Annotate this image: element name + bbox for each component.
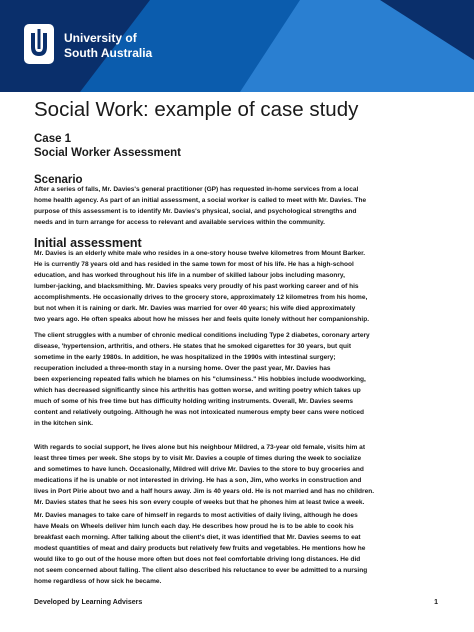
text-line: medications if he is unable or not interested in driving. He has a son, Jim, who works in construction and	[34, 477, 362, 484]
text-line: have Meals on Wheels deliver him lunch each day. He describes how proud he is to be able to cook his	[34, 523, 354, 530]
initial-paragraph-4	[34, 510, 444, 587]
page-footer	[34, 597, 438, 609]
text-line: would like to go out of the house more often but does not feel comfortable driving long distances. He did	[34, 556, 361, 563]
text-line: With regards to social support, he lives alone but his neighbour Mildred, a 73-year old female, visits him at	[34, 444, 365, 451]
text-line: Mr. Davies manages to take care of himself in regards to most activities of daily living, although he does	[34, 512, 358, 519]
text-line: and sometimes to have lunch. Occasionally, Mildred will drive Mr. Davies to the store to buy groceries and	[34, 466, 364, 473]
text-line: not seem concerned about falling. The client also described his reluctance to ever be admitted to a nursing	[34, 567, 368, 574]
text-line: needs and in turn arrange for access to relevant and available services within the community.	[34, 219, 325, 226]
scenario-heading: Scenario	[34, 174, 83, 186]
university-name-line2: South Australia	[64, 46, 153, 60]
text-line: two years ago. He often speaks about how he misses her and feels quite lonely without her companionship.	[34, 316, 370, 323]
text-line: After a series of falls, Mr. Davies's general practitioner (GP) has requested in-home services from a local	[34, 186, 359, 193]
footer-credit: Developed by Learning Advisers	[34, 599, 143, 606]
case-subtitle: Social Worker Assessment	[34, 147, 182, 159]
text-line: but not when it is raining or dark. Mr. Davies was married for over 40 years; his wife died approximately	[34, 305, 356, 312]
text-line: which has decreased significantly since his arthritis has gotten worse, and writing poetry which takes up	[34, 387, 361, 394]
text-line: Mr. Davies is an elderly white male who resides in a one-story house twelve kilometres from Mount Barker.	[34, 250, 366, 257]
text-line: least three times per week. She stops by to visit Mr. Davies a couple of times during the week to socialize	[34, 455, 362, 462]
text-line: purpose of this assessment is to identify Mr. Davies's physical, social, and psychological strengths and	[34, 208, 357, 215]
case-heading	[34, 132, 181, 160]
text-line: breakfast each morning. After talking about the client's diet, it was identified that Mr. Davies seems to eat	[34, 534, 361, 541]
text-line: accomplishments. He occasionally drives to the grocery store, approximately 12 kilometres from his home,	[34, 294, 368, 301]
text-line: Mr. Davies states that he sees his son every couple of weeks but that he phones him at least twice a week.	[34, 499, 365, 506]
text-line: modest quantities of meat and dairy products but relatively few fruits and vegetables. He mentions how he	[34, 545, 366, 552]
university-logo-icon	[24, 24, 54, 64]
text-line: The client struggles with a number of chronic medical conditions including Type 2 diabetes, coronary artery	[34, 332, 370, 339]
header-banner	[0, 0, 474, 92]
text-line: in the kitchen sink.	[34, 420, 93, 427]
page-title: Social Work: example of case study	[34, 98, 359, 121]
university-name	[64, 31, 152, 61]
text-line: disease, 'hypertension, arthritis, and others. He states that he smoked cigarettes for 30 years, but quit	[34, 343, 351, 350]
initial-paragraph-2	[34, 330, 444, 429]
page-number: 1	[434, 599, 438, 606]
text-line: education, and has worked throughout his life in a number of skilled labour jobs including masonry,	[34, 272, 345, 279]
case-number: Case 1	[34, 133, 72, 145]
initial-assessment-heading: Initial assessment	[34, 236, 142, 250]
text-line: home regardless of how sick he became.	[34, 578, 162, 585]
scenario-paragraph	[34, 184, 444, 228]
text-line: recuperation included a three-month stay in a nursing home. Over the past year, Mr. Davies has	[34, 365, 331, 372]
text-line: lives in Port Pirie about two and a half hours away. Jim is 40 years old. He is not married and has no children.	[34, 488, 375, 495]
text-line: sometime in the early 1980s. In addition, he was hospitalized in the 1990s with intestinal surgery;	[34, 354, 336, 361]
university-name-line1: University of	[64, 31, 137, 45]
initial-paragraph-1	[34, 248, 444, 325]
text-line: much of some of his free time but has difficulty holding writing instruments. Overall, Mr. Davies seems	[34, 398, 354, 405]
text-line: He is currently 78 years old and has resided in the same town for most of his life. He has a high-school	[34, 261, 354, 268]
initial-paragraph-3	[34, 442, 444, 508]
text-line: lumber-jacking, and blacksmithing. Mr. Davies speaks very proudly of his past working career and of his	[34, 283, 359, 290]
text-line: been experiencing repeated falls which he blames on his "clumsiness." His hobbies include woodworking,	[34, 376, 366, 383]
text-line: content and relatively outgoing. Although he was not intoxicated numerous empty beer cans were noticed	[34, 409, 365, 416]
text-line: home health agency. As part of an initial assessment, a social worker is called to meet with Mr. Davies. The	[34, 197, 367, 204]
